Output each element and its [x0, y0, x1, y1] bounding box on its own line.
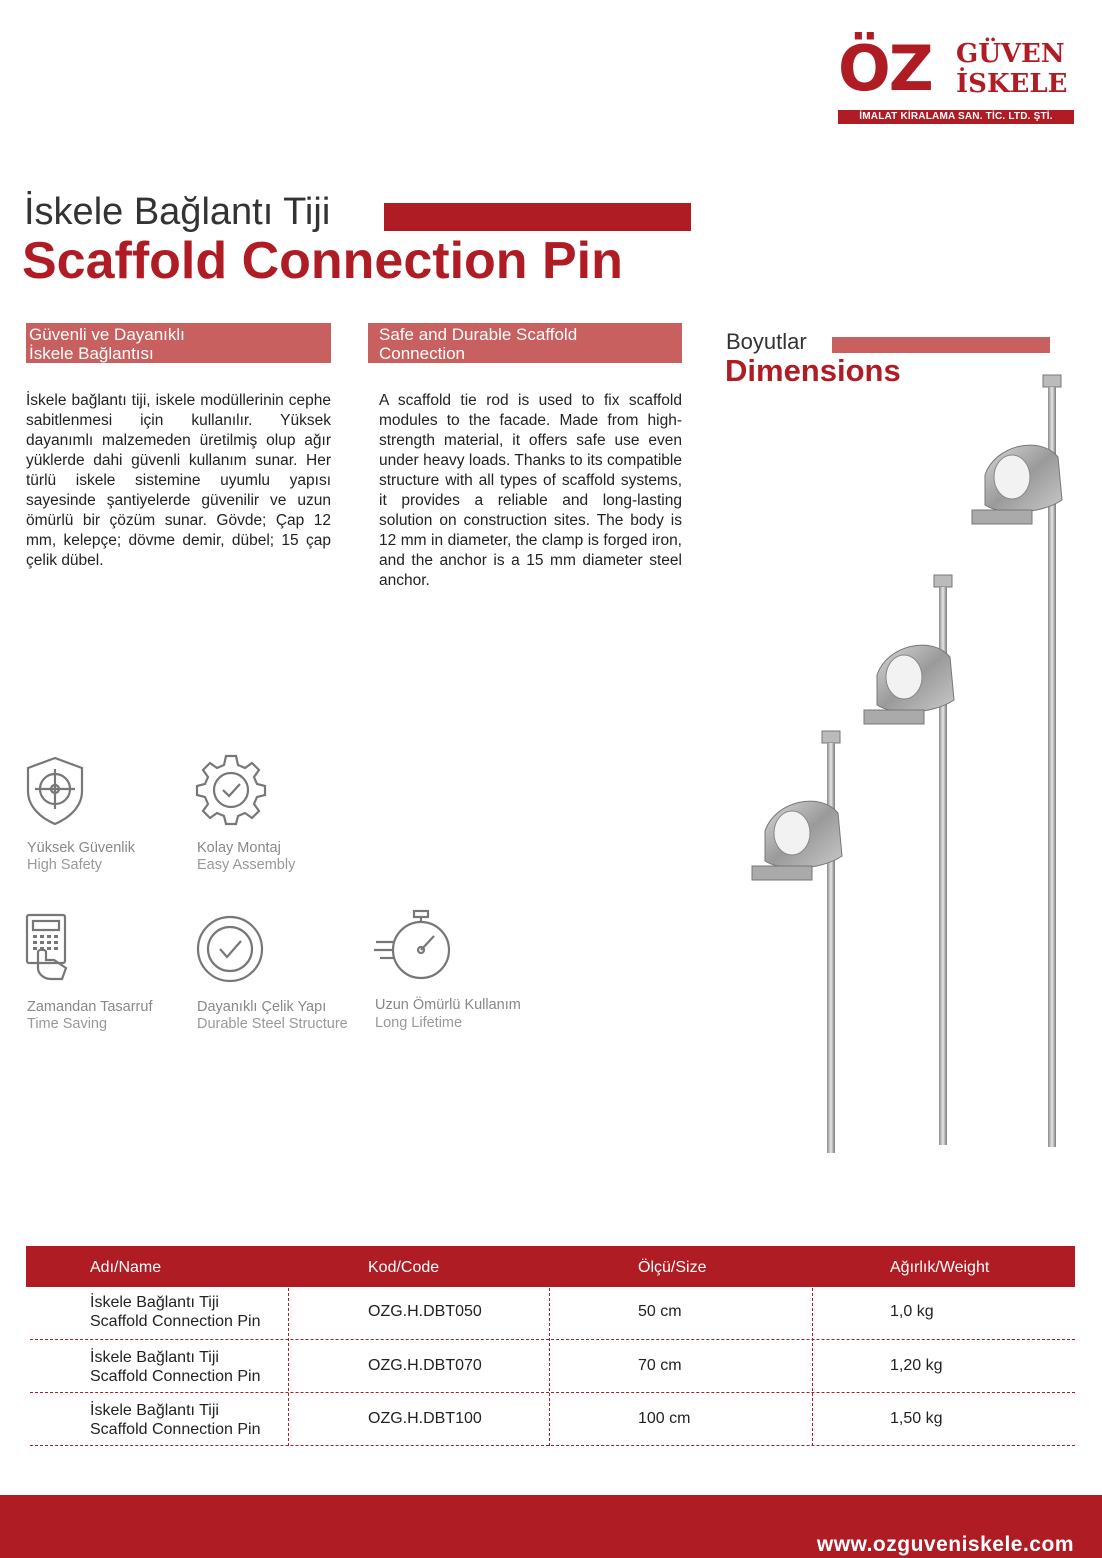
logo-subtitle: İMALAT KİRALAMA SAN. TİC. LTD. ŞTİ.: [838, 110, 1074, 124]
table-column-divider: [288, 1288, 289, 1446]
feature-label-en: Durable Steel Structure: [197, 1016, 348, 1032]
table-header-weight: Ağırlık/Weight: [890, 1259, 990, 1276]
row-weight: 1,20 kg: [890, 1357, 943, 1374]
section-heading-tr-line2: İskele Bağlantısı: [29, 344, 154, 363]
logo-oz-text: ÖZ: [838, 32, 932, 105]
calculator-hand-icon: [24, 912, 70, 982]
row-code: OZG.H.DBT100: [368, 1410, 482, 1427]
logo-guven-text: GÜVEN: [956, 39, 1065, 69]
row-size: 100 cm: [638, 1410, 691, 1427]
gear-check-icon: [194, 753, 268, 827]
dimensions-turkish: Boyutlar: [726, 329, 807, 354]
table-row-divider: [30, 1392, 1075, 1393]
row-name-tr: İskele Bağlantı Tiji: [90, 1349, 219, 1366]
feature-label-en: Time Saving: [27, 1016, 108, 1032]
row-size: 70 cm: [638, 1357, 682, 1374]
row-weight: 1,0 kg: [890, 1303, 934, 1320]
table-row-divider: [30, 1445, 1075, 1446]
section-body-english: A scaffold tie rod is used to fix scaffold modules to the facade. Made from high-strength material, it offers safe use even under heavy loads. Thanks to its compatible structure with all types of scaffold systems, it provides a reliable and long-lasting solution on construction sites. The body is 12 mm in diameter, the clamp is forged iron, and the anchor is a 15 mm diameter steel anchor.: [379, 392, 682, 589]
section-heading-english: [368, 323, 682, 363]
row-name-tr: İskele Bağlantı Tiji: [90, 1402, 219, 1419]
feature-label-en: Easy Assembly: [197, 857, 296, 873]
row-weight: 1,50 kg: [890, 1410, 943, 1427]
feature-label-en: High Safety: [27, 857, 102, 873]
section-heading-tr-line1: Güvenli ve Dayanıklı: [29, 325, 185, 344]
logo-iskele-text: İSKELE: [956, 69, 1068, 99]
feature-label-tr: Zamandan Tasarruf: [27, 999, 153, 1015]
row-code: OZG.H.DBT070: [368, 1357, 482, 1374]
section-heading-en-line1: Safe and Durable Scaffold: [379, 325, 578, 344]
check-circle-icon: [195, 914, 265, 984]
company-logo: [838, 32, 1078, 128]
stopwatch-icon: [372, 908, 458, 984]
website-link[interactable]: www.ozguveniskele.com: [816, 1533, 1074, 1556]
row-name-tr: İskele Bağlantı Tiji: [90, 1294, 219, 1311]
row-name-en: Scaffold Connection Pin: [90, 1421, 261, 1438]
feature-label-en: Long Lifetime: [375, 1015, 463, 1031]
shield-icon: [24, 755, 86, 827]
row-name-en: Scaffold Connection Pin: [90, 1313, 261, 1330]
feature-label-tr: Dayanıklı Çelik Yapı: [197, 999, 327, 1015]
section-body-turkish: İskele bağlantı tiji, iskele modüllerinin cephe sabitlenmesi için kullanılır. Yüksek dayanımlı malzemeden üretilmiş olup ağır yüklerde dahi güvenli kullanım sunar. Her türlü iskele sistemine uyumlu yapısı sayesinde şantiyelerde güvenilir ve uzun ömürlü bir çözüm sunar. Gövde; Çap 12 mm, kelepçe; dövme demir, dübel; 15 çap çelik dübel.: [26, 392, 331, 569]
dimensions-accent-bar: [832, 337, 1050, 353]
feature-label-tr: Kolay Montaj: [197, 840, 281, 856]
title-english: Scaffold Connection Pin: [22, 232, 623, 290]
section-heading-turkish: [26, 323, 331, 363]
table-column-divider: [812, 1288, 813, 1446]
title-accent-bar: [384, 203, 691, 231]
feature-label-tr: Yüksek Güvenlik: [27, 840, 135, 856]
section-heading-en-line2: Connection: [379, 344, 466, 363]
table-header-name: Adı/Name: [90, 1259, 162, 1276]
table-row-divider: [30, 1339, 1075, 1340]
table-header-code: Kod/Code: [368, 1259, 440, 1276]
table-header-size: Ölçü/Size: [638, 1259, 707, 1276]
table-column-divider: [549, 1288, 550, 1446]
title-turkish: İskele Bağlantı Tiji: [24, 191, 331, 233]
feature-label-tr: Uzun Ömürlü Kullanım: [375, 997, 521, 1013]
row-name-en: Scaffold Connection Pin: [90, 1368, 261, 1385]
dimensions-english: Dimensions: [725, 353, 901, 388]
row-size: 50 cm: [638, 1303, 682, 1320]
pin-100cm: [972, 375, 1062, 1147]
pin-70cm: [864, 575, 954, 1145]
pin-50cm: [752, 731, 842, 1153]
row-code: OZG.H.DBT050: [368, 1303, 482, 1320]
product-image-connection-pins: [740, 365, 1080, 1165]
